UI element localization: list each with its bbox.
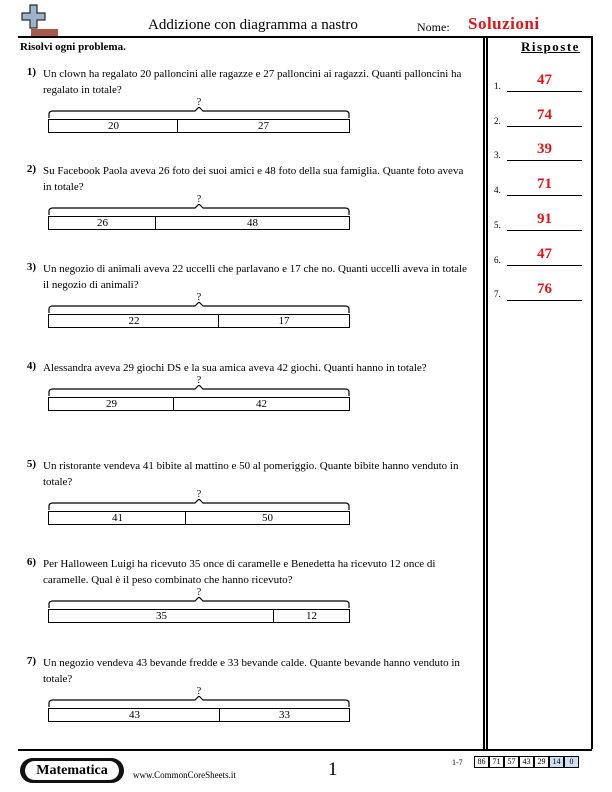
brace-icon xyxy=(48,597,350,609)
math-logo-icon xyxy=(20,4,58,38)
problem-number: 4) xyxy=(26,360,36,372)
tape-part-1: 41 xyxy=(112,512,123,524)
tape-bar xyxy=(48,216,350,230)
score-cell: 43 xyxy=(519,756,534,768)
tape-bar xyxy=(48,609,350,623)
total-question-mark: ? xyxy=(196,587,202,598)
answer-column-divider-left xyxy=(483,36,485,749)
answer-value: 47 xyxy=(537,72,552,88)
worksheet-title: Addizione con diagramma a nastro xyxy=(148,17,358,33)
answer-value: 91 xyxy=(537,211,552,227)
tape-part-1: 29 xyxy=(106,398,117,410)
answer-value: 47 xyxy=(537,246,552,262)
problem-text: Un clown ha regalato 20 palloncini alle ragazze e 27 palloncini ai ragazzi. Quanti palloncini ha regalato in totale? xyxy=(43,68,462,96)
tape-part-1: 43 xyxy=(129,709,140,721)
problem-number: 1) xyxy=(26,66,36,78)
answer-number: 4. xyxy=(494,185,501,195)
total-question-mark: ? xyxy=(196,686,202,697)
answer-value: 76 xyxy=(537,281,552,297)
brace-icon xyxy=(48,499,350,511)
site-url: www.CommonCoreSheets.it xyxy=(133,770,236,780)
tape-part-2: 48 xyxy=(247,217,258,229)
answer-value: 74 xyxy=(537,107,552,123)
answer-line xyxy=(507,126,582,127)
score-cell: 57 xyxy=(504,756,519,768)
instructions: Risolvi ogni problema. xyxy=(20,41,126,53)
problem-number: 7) xyxy=(26,655,36,667)
tape-part-2: 42 xyxy=(256,398,267,410)
score-range-label: 1-7 xyxy=(452,758,463,767)
tape-part-1: 20 xyxy=(108,120,119,132)
total-question-mark: ? xyxy=(196,194,202,205)
tape-bar xyxy=(48,314,350,328)
name-value: Soluzioni xyxy=(468,14,540,33)
score-cell: 29 xyxy=(534,756,549,768)
score-cell: 0 xyxy=(564,756,579,768)
tape-bar xyxy=(48,397,350,411)
total-question-mark: ? xyxy=(196,292,202,303)
header-rule xyxy=(18,36,592,38)
tape-part-1: 26 xyxy=(97,217,108,229)
score-cell: 14 xyxy=(549,756,564,768)
problem-text: Un negozio vendeva 43 bevande fredde e 33 bevande calde. Quante bevande hanno venduto in totale? xyxy=(43,657,460,685)
answer-line xyxy=(507,91,582,92)
answer-number: 6. xyxy=(494,255,501,265)
answer-line xyxy=(507,160,582,161)
answer-line xyxy=(507,230,582,231)
tape-bar xyxy=(48,119,350,133)
tape-part-2: 33 xyxy=(279,709,290,721)
answers-heading: Risposte xyxy=(521,39,580,54)
problem-number: 3) xyxy=(26,261,36,273)
tape-bar xyxy=(48,511,350,525)
problem-text: Un negozio di animali aveva 22 uccelli che parlavano e 17 che no. Quanti uccelli aveva in totale il negozio di animali? xyxy=(43,263,467,291)
answer-number: 5. xyxy=(494,220,501,230)
brace-icon xyxy=(48,302,350,314)
subject-badge: Matematica xyxy=(25,761,119,780)
brace-icon xyxy=(48,107,350,119)
problem-text: Un ristorante vendeva 41 bibite al mattino e 50 al pomeriggio. Quante bibite hanno venduto in totale? xyxy=(43,460,459,488)
problem-number: 6) xyxy=(26,556,36,568)
answer-value: 71 xyxy=(537,176,552,192)
score-cell: 86 xyxy=(474,756,489,768)
name-label: Nome: xyxy=(417,20,450,34)
total-question-mark: ? xyxy=(196,375,202,386)
answer-line xyxy=(507,265,582,266)
score-cell: 71 xyxy=(489,756,504,768)
answer-line xyxy=(507,300,582,301)
footer-rule xyxy=(18,749,592,751)
total-question-mark: ? xyxy=(196,97,202,108)
problem-text: Per Halloween Luigi ha ricevuto 35 once di caramelle e Benedetta ha ricevuto 12 once di caramelle. Qual è il peso combinato che hanno ricevuto? xyxy=(43,558,436,586)
tape-part-1: 22 xyxy=(128,315,140,327)
answer-number: 7. xyxy=(494,289,501,299)
answer-column-divider-right xyxy=(486,36,488,749)
problem-text: Su Facebook Paola aveva 26 foto dei suoi amici e 48 foto della sua famiglia. Quante foto aveva in totale? xyxy=(43,165,464,193)
problem-number: 5) xyxy=(26,458,36,470)
answer-value: 39 xyxy=(537,141,552,157)
answer-number: 3. xyxy=(494,150,501,160)
tape-part-2: 12 xyxy=(306,610,317,622)
page-number: 1 xyxy=(328,759,338,780)
total-question-mark: ? xyxy=(196,489,202,500)
answer-column-border xyxy=(591,36,593,749)
answer-line xyxy=(507,195,582,196)
brace-icon xyxy=(48,204,350,216)
tape-part-2: 50 xyxy=(262,512,273,524)
tape-bar xyxy=(48,708,350,722)
tape-part-2: 17 xyxy=(278,315,290,327)
tape-part-2: 27 xyxy=(258,120,269,132)
problem-text: Alessandra aveva 29 giochi DS e la sua amica aveva 42 giochi. Quanti hanno in totale? xyxy=(43,362,427,374)
brace-icon xyxy=(48,385,350,397)
answer-number: 2. xyxy=(494,116,501,126)
brace-icon xyxy=(48,696,350,708)
answer-number: 1. xyxy=(494,81,501,91)
tape-part-1: 35 xyxy=(156,610,167,622)
problem-number: 2) xyxy=(26,163,36,175)
